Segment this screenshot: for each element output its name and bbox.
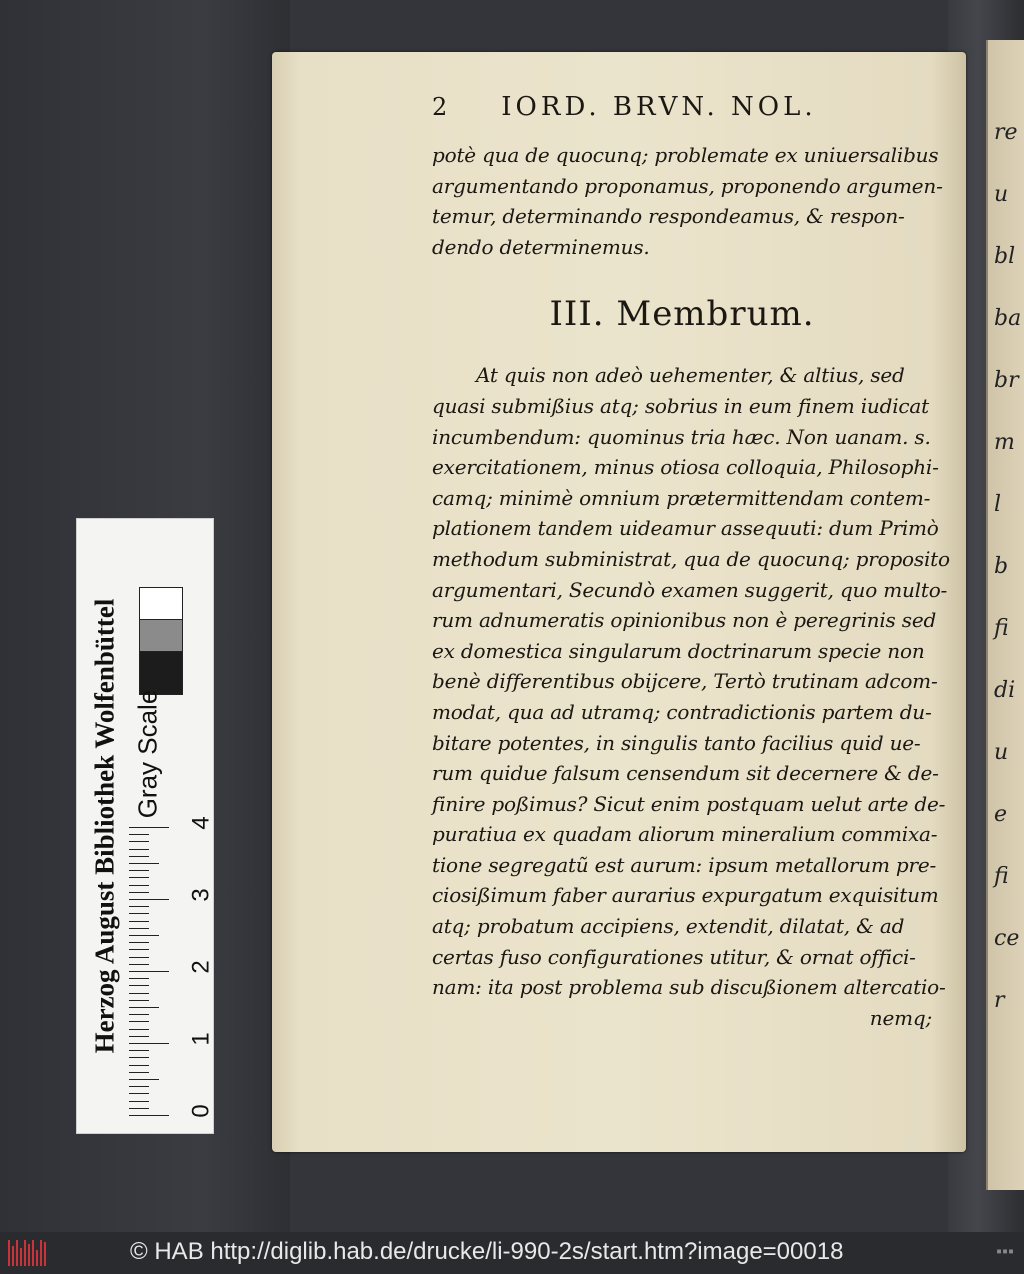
catchword: nemq; bbox=[869, 1005, 932, 1030]
ruler-tick bbox=[129, 877, 149, 878]
text-line: temur, determinando respondeamus, & respon- bbox=[432, 204, 905, 229]
ruler-tick bbox=[129, 1021, 149, 1022]
ruler-tick bbox=[129, 1065, 149, 1066]
ruler-tick bbox=[129, 834, 149, 835]
ruler-tick bbox=[129, 1057, 149, 1058]
ruler-tick bbox=[129, 957, 149, 958]
ruler-tick bbox=[129, 863, 159, 864]
facing-page-fragment: bl bbox=[994, 244, 1016, 269]
facing-page-fragment: l bbox=[994, 492, 1002, 517]
text-line: plationem tandem uideamur assequuti: dum Primò bbox=[432, 516, 939, 541]
facing-page-fragment: re bbox=[994, 120, 1018, 145]
text-line: quasi submißius atq; sobrius in eum finem iudicat bbox=[432, 393, 929, 418]
text-line: nam: ita post problema sub discußionem altercatio- bbox=[432, 975, 946, 1000]
text-line: finire poßimus? Sicut enim postquam uelut arte de- bbox=[432, 791, 946, 816]
page-number: 2 bbox=[432, 93, 448, 121]
scale-gray-label bbox=[133, 679, 163, 829]
ruler-tick bbox=[129, 1079, 159, 1080]
facing-page-fragment: ba bbox=[994, 306, 1022, 331]
ruler-tick bbox=[129, 1043, 169, 1044]
text-line: argumentando proponamus, proponendo argumen- bbox=[432, 173, 943, 198]
scale-library-label bbox=[85, 519, 125, 1133]
copyright-url: © HAB http://diglib.hab.de/drucke/li-990-2s/start.htm?image=00018 bbox=[130, 1238, 844, 1265]
ruler-tick bbox=[129, 906, 149, 907]
ruler-tick bbox=[129, 1000, 149, 1001]
ruler-tick bbox=[129, 1086, 149, 1087]
text-line: bitare potentes, in singulis tanto facilius quid ue- bbox=[432, 730, 921, 755]
ruler-tick bbox=[129, 964, 149, 965]
ruler-tick bbox=[129, 942, 149, 943]
facing-page-fragment: fi bbox=[994, 616, 1009, 641]
facing-page-fragment: e bbox=[994, 802, 1008, 827]
ruler-tick bbox=[129, 1115, 169, 1116]
facing-page-fragment: br bbox=[994, 368, 1019, 393]
text-line: ex domestica singularum doctrinarum specie non bbox=[432, 638, 925, 663]
text-line: benè differentibus obijcere, Tertò trutinam adcom- bbox=[432, 669, 938, 694]
facing-page-fragment: b bbox=[994, 554, 1009, 579]
facing-page-fragment: r bbox=[994, 988, 1005, 1013]
ruler-number: 4 bbox=[187, 816, 215, 830]
facing-page-fragment: m bbox=[994, 430, 1015, 455]
ruler-tick bbox=[129, 949, 149, 950]
gray-scale-card bbox=[76, 518, 214, 1134]
ruler-tick bbox=[129, 892, 149, 893]
text-line: certas fuso configurationes utitur, & ornat offici- bbox=[432, 944, 916, 969]
ruler-tick bbox=[129, 899, 169, 900]
book-page bbox=[272, 52, 966, 1152]
section-heading: III. Membrum. bbox=[549, 294, 815, 335]
footer-mark: ▪▪▪ bbox=[995, 1246, 1014, 1257]
text-body bbox=[432, 360, 950, 1033]
ruler-tick bbox=[129, 993, 149, 994]
ruler-tick bbox=[129, 1093, 149, 1094]
ruler-tick bbox=[129, 1014, 149, 1015]
ruler-tick bbox=[129, 985, 149, 986]
ruler-tick bbox=[129, 841, 149, 842]
facing-page-fragment: ce bbox=[994, 926, 1020, 951]
running-head bbox=[432, 92, 932, 140]
text-line: methodum subministrat, qua de quocunq; proposito bbox=[432, 546, 950, 571]
ruler-number: 3 bbox=[187, 888, 215, 902]
facing-page-fragment: u bbox=[994, 740, 1009, 765]
page-content bbox=[432, 92, 950, 1033]
ruler-tick bbox=[129, 885, 149, 886]
ruler bbox=[129, 816, 215, 1125]
footer-bar bbox=[0, 1232, 1024, 1274]
ruler-tick bbox=[129, 928, 149, 929]
facing-page-fragment: fi bbox=[994, 864, 1009, 889]
ruler-tick bbox=[129, 921, 149, 922]
ruler-number: 0 bbox=[187, 1104, 215, 1118]
text-line: incumbendum: quominus tria hæc. Non uanam. s. bbox=[432, 424, 931, 449]
text-line: rum quidue falsum censendum sit decernere & de- bbox=[432, 761, 939, 786]
text-line: ciosißimum faber aurarius expurgatum exquisitum bbox=[432, 883, 939, 908]
text-line: puratiua ex quadam aliorum mineralium commixa- bbox=[432, 822, 938, 847]
text-line: At quis non adeò uehementer, & altius, sed bbox=[476, 363, 905, 388]
facing-page-edge bbox=[986, 40, 1024, 1190]
ruler-tick bbox=[129, 1029, 149, 1030]
gray-scale-text: Gray Scale bbox=[132, 689, 163, 819]
ruler-tick bbox=[129, 978, 149, 979]
ruler-tick bbox=[129, 913, 149, 914]
text-line: modat, qua ad utramq; contradictionis partem du- bbox=[432, 699, 932, 724]
text-line: tione segregatũ est aurum: ipsum metallorum pre- bbox=[432, 852, 937, 877]
ruler-number: 1 bbox=[187, 1032, 215, 1046]
gray-swatch bbox=[139, 619, 183, 655]
text-line: argumentari, Secundò examen suggerit, quo multo- bbox=[432, 577, 948, 602]
ruler-tick bbox=[129, 827, 169, 828]
text-line: exercitationem, minus otiosa colloquia, Philosophi- bbox=[432, 455, 939, 480]
ruler-tick bbox=[129, 856, 149, 857]
ruler-tick bbox=[129, 1050, 149, 1051]
ruler-tick bbox=[129, 870, 149, 871]
ruler-tick bbox=[129, 1101, 149, 1102]
text-line: dendo determinemus. bbox=[432, 234, 650, 259]
facing-page-fragment: u bbox=[994, 182, 1009, 207]
text-line: camq; minimè omnium prætermittendam contem- bbox=[432, 485, 931, 510]
ruler-tick bbox=[129, 1108, 149, 1109]
ruler-tick bbox=[129, 849, 149, 850]
text-line: potè qua de quocunq; problemate ex uniuersalibus bbox=[432, 143, 939, 167]
ruler-tick bbox=[129, 971, 169, 972]
running-title: IORD. BRVN. NOL. bbox=[501, 92, 817, 122]
text-line: rum adnumeratis opinionibus non è peregrinis sed bbox=[432, 608, 937, 633]
ruler-tick bbox=[129, 1007, 159, 1008]
library-name: Herzog August Bibliothek Wolfenbüttel bbox=[89, 598, 120, 1054]
ruler-number: 2 bbox=[187, 960, 215, 974]
barcode-icon bbox=[8, 1240, 48, 1266]
facing-page-fragment: di bbox=[994, 678, 1016, 703]
text-top bbox=[432, 140, 943, 262]
ruler-tick bbox=[129, 935, 159, 936]
ruler-tick bbox=[129, 1072, 149, 1073]
ruler-tick bbox=[129, 1036, 149, 1037]
text-line: atq; probatum accipiens, extendit, dilatat, & ad bbox=[432, 914, 905, 939]
